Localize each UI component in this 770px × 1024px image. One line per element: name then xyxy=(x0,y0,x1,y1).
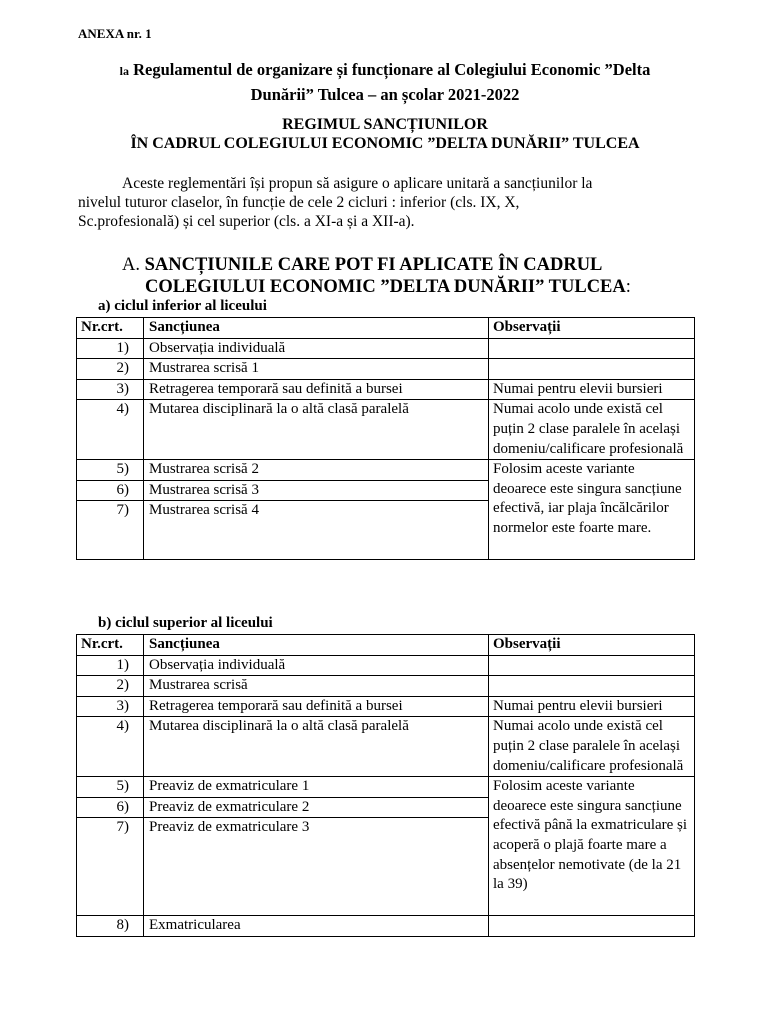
row-nr: 2) xyxy=(77,359,144,380)
intro-line-1: Aceste reglementări își propun să asigure o aplicare unitară a sancțiunilor la xyxy=(122,175,593,192)
row-nr: 4) xyxy=(77,400,144,460)
row-nr: 7) xyxy=(77,501,144,560)
regime-title xyxy=(60,115,710,153)
table-header-row xyxy=(77,635,695,656)
row-observation xyxy=(489,338,695,359)
row-nr-5: 5) xyxy=(116,461,129,478)
cycle-b-table xyxy=(76,634,695,937)
row-observation xyxy=(489,655,695,676)
row-sanction: Mustrarea scrisă 1 xyxy=(144,359,489,380)
row-sanction xyxy=(144,460,489,481)
row-observation: Numai pentru elevii bursieri xyxy=(489,696,695,717)
row-sanction: Exmatricularea xyxy=(144,916,489,937)
row-sanction: Mutarea disciplinară la o altă clasă paralelă xyxy=(144,400,489,460)
section-a-line-2: COLEGIULUI ECONOMIC ”DELTA DUNĂRII” TULCEA xyxy=(145,277,626,297)
regime-title-line-1: REGIMUL SANCȚIUNILOR xyxy=(282,116,488,133)
table-row xyxy=(77,717,695,777)
table-row xyxy=(77,676,695,697)
row-sanction: Mustrarea scrisă 4 xyxy=(144,501,489,560)
header-observations: Observații xyxy=(489,318,695,339)
section-a-letter: A. xyxy=(122,255,140,275)
row-nr xyxy=(77,460,144,481)
table-row xyxy=(77,359,695,380)
section-a-heading xyxy=(122,254,631,298)
cycle-a-heading: a) ciclul inferior al liceului xyxy=(98,298,267,314)
row-sanction: Mustrarea scrisă xyxy=(144,676,489,697)
cycle-b-heading: b) ciclul superior al liceului xyxy=(98,615,273,631)
regulation-line-1: Regulamentul de organizare și funcționare al Colegiului Economic ”Delta xyxy=(133,60,651,79)
table-header-row xyxy=(77,318,695,339)
table-row xyxy=(77,379,695,400)
row-observation xyxy=(489,676,695,697)
table-row xyxy=(77,655,695,676)
annex-label: ANEXA nr. 1 xyxy=(78,26,152,41)
row-nr: 1) xyxy=(77,655,144,676)
regulation-line-2: Dunării” Tulcea – an școlar 2021-2022 xyxy=(250,85,520,104)
row-nr: 6) xyxy=(77,480,144,501)
row-observation: Numai acolo unde există cel puțin 2 clase paralele în același domeniu/calificare profesională xyxy=(489,717,695,777)
header-nr: Nr.crt. xyxy=(77,635,144,656)
table-row xyxy=(77,696,695,717)
row-sanction: Retragerea temporară sau definită a bursei xyxy=(144,696,489,717)
row-sanction: Observația individuală xyxy=(144,338,489,359)
cycle-a-table xyxy=(76,317,695,560)
row-nr: 6) xyxy=(77,797,144,818)
header-nr: Nr.crt. xyxy=(77,318,144,339)
header-sanction: Sancțiunea xyxy=(144,635,489,656)
row-sanction: Preaviz de exmatriculare 1 xyxy=(144,777,489,798)
section-a-line-1: SANCȚIUNILE CARE POT FI APLICATE ÎN CADRUL xyxy=(144,255,603,275)
regulation-prefix: la xyxy=(119,64,129,78)
row-sanction: Observația individuală xyxy=(144,655,489,676)
intro-line-3: Sc.profesională) și cel superior (cls. a XI-a și a XII-a). xyxy=(78,213,415,230)
row-observation: Numai acolo unde există cel puțin 2 clase paralele în același domeniu/calificare profesională xyxy=(489,400,695,460)
section-a-colon: : xyxy=(625,277,631,297)
table-row xyxy=(77,400,695,460)
header-sanction: Sancțiunea xyxy=(144,318,489,339)
header-observations: Observații xyxy=(489,635,695,656)
row-nr: 7) xyxy=(77,818,144,916)
row-nr: 8) xyxy=(77,916,144,937)
row-observation xyxy=(489,916,695,937)
row-observation: Numai pentru elevii bursieri xyxy=(489,379,695,400)
row-sanction: Retragerea temporară sau definită a bursei xyxy=(144,379,489,400)
row-nr: 1) xyxy=(77,338,144,359)
regulation-reference xyxy=(80,58,690,106)
intro-line-2: nivelul tuturor claselor, în funcție de cele 2 cicluri : inferior (cls. IX, X, xyxy=(78,194,520,211)
row-nr: 3) xyxy=(77,379,144,400)
row-observation xyxy=(489,359,695,380)
row-nr: 2) xyxy=(77,676,144,697)
row-sanction: Preaviz de exmatriculare 2 xyxy=(144,797,489,818)
regime-title-line-2: ÎN CADRUL COLEGIULUI ECONOMIC ”DELTA DUNĂRII” TULCEA xyxy=(130,135,640,152)
row-nr: 4) xyxy=(77,717,144,777)
table-row xyxy=(77,777,695,798)
row-sanction: Preaviz de exmatriculare 3 xyxy=(144,818,489,916)
intro-paragraph xyxy=(78,174,698,231)
row-observation-group: Folosim aceste variante deoarece este singura sancțiune efectivă până la exmatriculare și acoperă o plajă foarte mare a absențelor nemotivate (de la 21 la 39) xyxy=(489,777,695,916)
table-row xyxy=(77,916,695,937)
row-sanction-5: Mustrarea scrisă 2 xyxy=(149,461,259,478)
table-row xyxy=(77,460,695,481)
table-row xyxy=(77,338,695,359)
row-sanction: Mustrarea scrisă 3 xyxy=(144,480,489,501)
row-nr: 5) xyxy=(77,777,144,798)
row-nr: 3) xyxy=(77,696,144,717)
row-sanction: Mutarea disciplinară la o altă clasă paralelă xyxy=(144,717,489,777)
row-observation-group: Folosim aceste variante deoarece este singura sancțiune efectivă, iar plaja încălcărilor normelor este foarte mare. xyxy=(489,460,695,560)
